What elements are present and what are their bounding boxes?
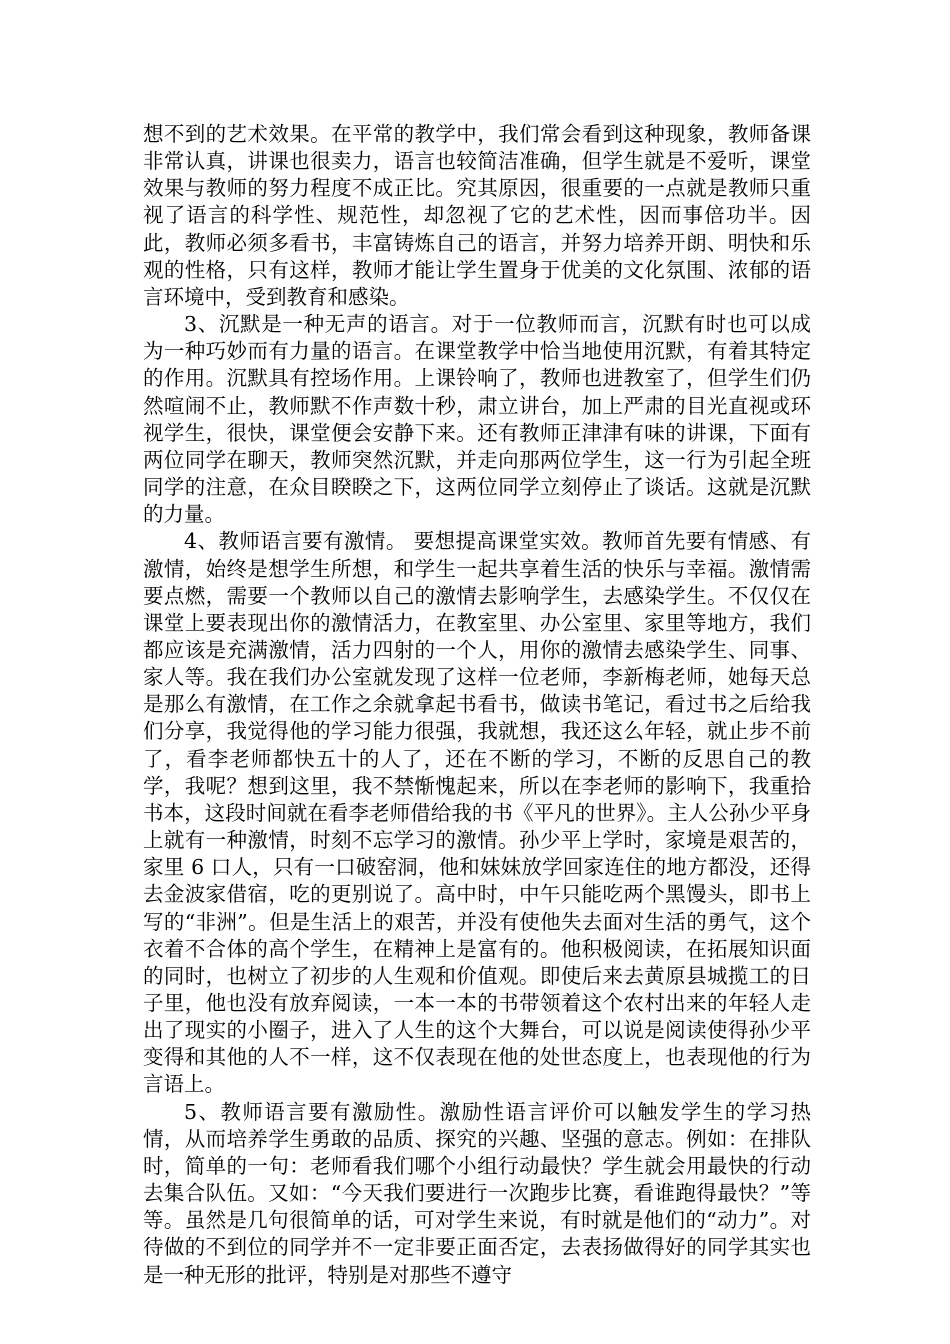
paragraph-encouragement: 5、教师语言要有激励性。激励性语言评价可以触发学生的学习热情，从而培养学生勇敢的品质、探究的兴趣、坚强的意志。例如：在排队时，简单的一句：老师看我们哪个小组行动最快？学生就会用最快的行动去集合队伍。又如：“今天我们要进行一次跑步比赛，看谁跑得最快？”等等。虽然是几句很简单的话，可对学生来说，有时就是他们的“动力”。对待做的不到位的同学并不一定非要正面否定，去表扬做得好的同学其实也是一种无形的批评，特别是对那些不遵守 [143,1099,811,1287]
document-body [143,121,811,1289]
paragraph-silence: 3、沉默是一种无声的语言。对于一位教师而言，沉默有时也可以成为一种巧妙而有力量的语言。在课堂教学中恰当地使用沉默，有着其特定的作用。沉默具有控场作用。上课铃响了，教师也进教室了，但学生们仍然喧闹不止，教师默不作声数十秒，肃立讲台，加上严肃的目光直视或环视学生，很快，课堂便会安静下来。还有教师正津津有味的讲课，下面有两位同学在聊天，教师突然沉默，并走向那两位学生，这一行为引起全班同学的注意，在众目睽睽之下，这两位同学立刻停止了谈话。这就是沉默的力量。 [143,312,811,527]
paragraph-continuation: 想不到的艺术效果。在平常的教学中，我们常会看到这种现象，教师备课非常认真，讲课也很卖力，语言也较简洁准确，但学生就是不爱听，课堂效果与教师的努力程度不成正比。究其原因，很重要的一点就是教师只重视了语言的科学性、规范性，却忽视了它的艺术性，因而事倍功半。因此，教师必须多看书，丰富铸炼自己的语言，并努力培养开朗、明快和乐观的性格，只有这样，教师才能让学生置身于优美的文化氛围、浓郁的语言环境中，受到教育和感染。 [143,122,811,309]
paragraph-passion: 4、教师语言要有激情。 要想提高课堂实效。教师首先要有情感、有激情，始终是想学生所想，和学生一起共享着生活的快乐与幸福。激情需要点燃，需要一个教师以自己的激情去影响学生，去感染学生。不仅仅在课堂上要表现出你的激情活力，在教室里、办公室里、家里等地方，我们都应该是充满激情，活力四射的一个人，用你的激情去感染学生、同事、家人等。我在我们办公室就发现了这样一位老师，李新梅老师，她每天总是那么有激情，在工作之余就拿起书看书，做读书笔记，看过书之后给我们分享，我觉得他的学习能力很强，我就想，我还这么年轻，就止步不前了，看李老师都快五十的人了，还在不断的学习，不断的反思自己的教学，我呢？想到这里，我不禁惭愧起来，所以在李老师的影响下，我重拾书本，这段时间就在看李老师借给我的书《平凡的世界》。主人公孙少平身上就有一种激情，时刻不忘学习的激情。孙少平上学时，家境是艰苦的，家里 6 口人，只有一口破窑洞，他和妹妹放学回家连住的地方都没，还得去金波家借宿，吃的更别说了。高中时，中午只能吃两个黑馒头，即书上写的“非洲”。但是生活上的艰苦，并没有使他失去面对生活的勇气，这个衣着不合体的高个学生，在精神上是富有的。他积极阅读，在拓展知识面的同时，也树立了初步的人生观和价值观。即使后来去黄原县城揽工的日子里，他也没有放弃阅读，一本一本的书带领着这个农村出来的年轻人走出了现实的小圈子，进入了人生的这个大舞台，可以说是阅读使得孙少平变得和其他的人不一样，这不仅表现在他的处世态度上，也表现他的行为言语上。 [143,529,811,1097]
